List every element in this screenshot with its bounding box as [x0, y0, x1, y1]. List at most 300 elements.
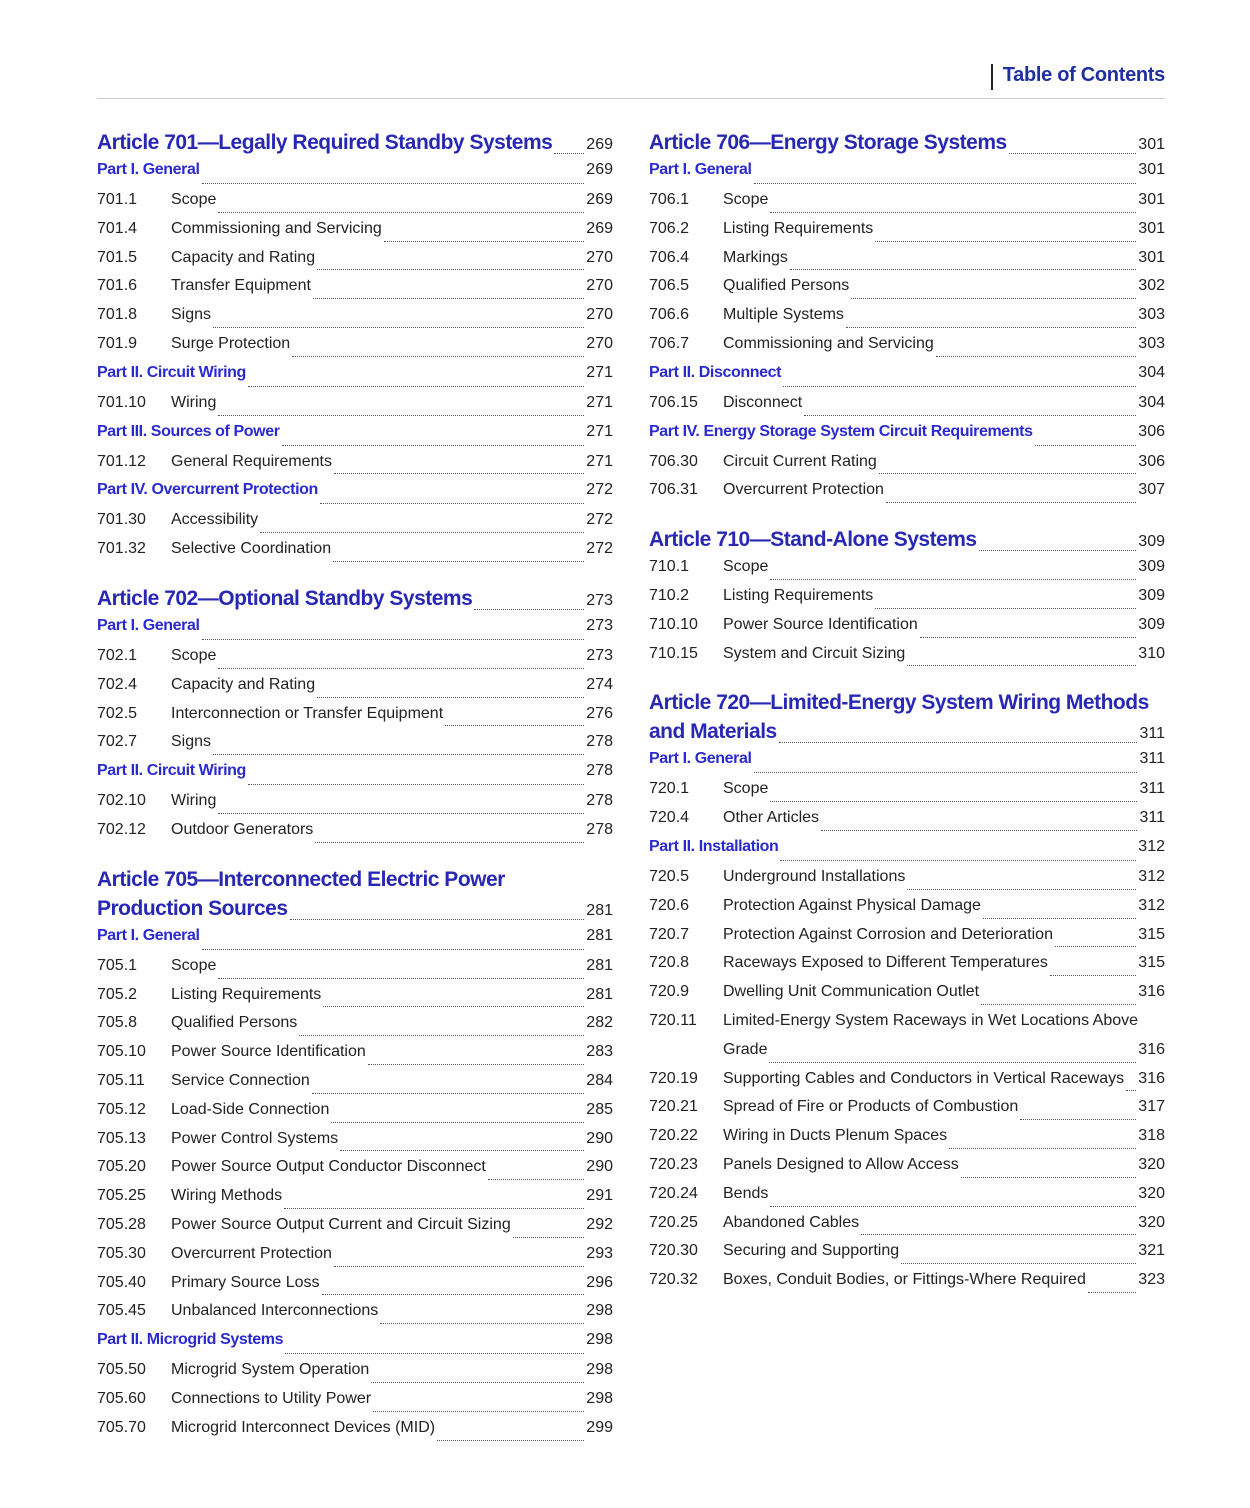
dot-leader	[371, 1382, 584, 1383]
section-number: 702.7	[97, 733, 138, 751]
section-title: Commissioning and Servicing	[723, 334, 934, 352]
section-title: Scope	[723, 558, 769, 576]
article-heading[interactable]	[97, 897, 613, 927]
dot-leader	[248, 784, 584, 785]
section-number: 720.21	[649, 1098, 698, 1116]
section-number: 720.30	[649, 1242, 698, 1260]
section-entry[interactable]	[97, 705, 613, 734]
dot-leader	[770, 579, 1136, 580]
page-number: 301	[1138, 191, 1165, 208]
page-number: 290	[586, 1129, 613, 1147]
page-number: 272	[586, 540, 613, 558]
page-number: 309	[1138, 615, 1165, 633]
section-entry[interactable]	[649, 868, 1165, 897]
section-number: 710.1	[649, 558, 690, 576]
page-number: 271	[586, 452, 613, 470]
section-title-line2: Grade	[723, 1040, 768, 1058]
dot-leader	[317, 697, 584, 698]
part-heading[interactable]	[97, 762, 613, 792]
section-entry[interactable]	[97, 733, 613, 762]
page-number: 272	[586, 481, 613, 499]
section-entry-continued[interactable]	[649, 1041, 1165, 1070]
article-heading[interactable]	[649, 528, 1165, 558]
article-heading[interactable]	[97, 587, 613, 617]
part-title: Part II. Circuit Wiring	[97, 363, 246, 381]
dot-leader	[474, 609, 584, 610]
section-entry[interactable]	[97, 277, 613, 306]
section-entry[interactable]	[97, 1158, 613, 1187]
section-entry[interactable]	[649, 616, 1165, 645]
dot-leader	[313, 298, 584, 299]
section-entry[interactable]	[649, 954, 1165, 983]
dot-leader	[315, 842, 584, 843]
section-entry[interactable]	[97, 220, 613, 249]
section-number: 706.6	[649, 306, 690, 324]
page-number: 310	[1138, 644, 1165, 662]
section-entry[interactable]	[97, 1274, 613, 1303]
dot-leader	[907, 665, 1136, 666]
section-entry[interactable]	[649, 249, 1165, 278]
dot-leader	[983, 918, 1136, 919]
section-title: Capacity and Rating	[171, 675, 316, 693]
part-title: Part I. General	[97, 161, 200, 178]
page-number: 281	[586, 956, 613, 974]
section-entry[interactable]	[649, 220, 1165, 249]
section-title: Overcurrent Protection	[723, 481, 884, 499]
article-title-line2: and Materials	[649, 720, 777, 744]
section-entry[interactable]	[97, 821, 613, 850]
section-number: 701.8	[97, 306, 138, 324]
section-entry[interactable]	[649, 1098, 1165, 1127]
section-entry[interactable]	[649, 191, 1165, 220]
dot-leader	[282, 445, 585, 446]
page-number: 298	[586, 1331, 613, 1349]
dot-leader	[380, 1323, 584, 1324]
section-entry[interactable]	[97, 191, 613, 220]
section-title: Multiple Systems	[723, 306, 844, 324]
dot-leader	[218, 813, 584, 814]
section-entry[interactable]	[649, 335, 1165, 364]
article-title-line1[interactable]: Article 720—Limited-Energy System Wiring Methods	[649, 691, 1149, 715]
section-entry[interactable]	[97, 1216, 613, 1245]
section-entry[interactable]	[649, 1156, 1165, 1185]
page-number: 301	[1138, 161, 1165, 178]
section-gap	[97, 569, 613, 587]
section-entry[interactable]	[649, 780, 1165, 809]
page-number: 282	[586, 1014, 613, 1032]
part-heading[interactable]	[649, 161, 1165, 191]
page-number: 293	[586, 1244, 613, 1262]
header-title: Table of Contents	[1002, 64, 1165, 86]
section-title: Microgrid System Operation	[171, 1361, 370, 1379]
page-number: 276	[586, 704, 613, 722]
dot-leader	[846, 327, 1136, 328]
section-title: Wiring	[171, 393, 217, 411]
dot-leader	[1126, 1090, 1136, 1091]
section-entry[interactable]	[649, 558, 1165, 587]
section-title: Interconnection or Transfer Equipment	[171, 704, 444, 722]
section-number: 710.15	[649, 644, 698, 662]
section-title: Raceways Exposed to Different Temperatures	[723, 954, 1048, 972]
part-heading[interactable]	[97, 161, 613, 191]
section-number: 706.4	[649, 248, 690, 266]
page-number: 271	[586, 393, 613, 411]
dot-leader	[769, 1062, 1136, 1063]
part-heading[interactable]	[97, 1331, 613, 1361]
dot-leader	[384, 241, 585, 242]
section-title: Protection Against Corrosion and Deterioration	[723, 925, 1053, 943]
section-number: 705.28	[97, 1215, 146, 1233]
section-title: Dwelling Unit Communication Outlet	[723, 983, 980, 1001]
section-entry[interactable]	[97, 1361, 613, 1390]
section-title: Listing Requirements	[171, 985, 322, 1003]
section-number: 710.10	[649, 615, 698, 633]
dot-leader	[1035, 445, 1137, 446]
section-number: 705.13	[97, 1129, 146, 1147]
section-title: Outdoor Generators	[171, 820, 314, 838]
section-title: Signs	[171, 306, 212, 324]
dot-leader	[754, 183, 1137, 184]
section-entry[interactable]	[97, 792, 613, 821]
part-heading[interactable]	[649, 364, 1165, 394]
section-entry[interactable]	[97, 676, 613, 705]
section-title: Wiring	[171, 792, 217, 810]
part-heading[interactable]	[97, 481, 613, 511]
section-entry[interactable]	[97, 306, 613, 335]
section-entry[interactable]	[97, 335, 613, 364]
page-number: 278	[586, 792, 613, 810]
page-number: 283	[586, 1043, 613, 1061]
page-number: 274	[586, 675, 613, 693]
part-heading[interactable]	[649, 423, 1165, 453]
section-number: 705.2	[97, 985, 138, 1003]
section-title: Underground Installations	[723, 867, 906, 885]
page-number: 318	[1138, 1127, 1165, 1145]
section-entry[interactable]	[649, 394, 1165, 423]
article-title: Article 706—Energy Storage Systems	[649, 131, 1007, 154]
dot-leader	[1088, 1292, 1136, 1293]
page-number: 269	[586, 161, 613, 178]
section-entry[interactable]	[97, 249, 613, 278]
section-entry[interactable]	[97, 957, 613, 986]
section-entry[interactable]	[649, 277, 1165, 306]
section-number: 720.5	[649, 867, 690, 885]
dot-leader	[790, 269, 1136, 270]
section-entry[interactable]	[97, 1101, 613, 1130]
dot-leader	[218, 415, 584, 416]
page-number: 298	[586, 1389, 613, 1407]
section-entry[interactable]	[97, 394, 613, 423]
section-entry[interactable]	[649, 983, 1165, 1012]
section-gap	[97, 850, 613, 868]
section-number: 706.31	[649, 481, 698, 499]
page-number: 302	[1138, 277, 1165, 295]
dot-leader	[373, 1411, 584, 1412]
section-title: Listing Requirements	[723, 219, 874, 237]
part-heading[interactable]	[649, 838, 1165, 868]
section-entry[interactable]	[649, 1012, 1165, 1041]
section-number: 720.24	[649, 1184, 698, 1202]
dot-leader	[218, 668, 584, 669]
part-title: Part I. General	[97, 616, 200, 634]
dot-leader	[851, 298, 1136, 299]
dot-leader	[312, 1093, 585, 1094]
section-entry[interactable]	[649, 587, 1165, 616]
dot-leader	[323, 1006, 584, 1007]
section-number: 720.23	[649, 1155, 698, 1173]
page-number: 292	[586, 1215, 613, 1233]
section-entry[interactable]	[649, 1127, 1165, 1156]
page-number: 311	[1139, 725, 1165, 743]
section-title: Disconnect	[723, 393, 803, 411]
page-number: 312	[1138, 896, 1165, 914]
page-number: 306	[1138, 452, 1165, 470]
section-number: 701.6	[97, 277, 138, 295]
section-number: 701.30	[97, 511, 146, 529]
section-title: Qualified Persons	[171, 1014, 298, 1032]
article-title: Article 702—Optional Standby Systems	[97, 586, 473, 610]
page-number: 271	[586, 363, 613, 381]
page-number: 290	[586, 1158, 613, 1176]
section-entry[interactable]	[649, 1271, 1165, 1300]
section-number: 705.40	[97, 1273, 146, 1291]
article-heading[interactable]	[97, 131, 613, 161]
section-title: System and Circuit Sizing	[723, 644, 906, 662]
section-entry[interactable]	[97, 540, 613, 569]
page-number: 307	[1138, 481, 1165, 499]
section-entry[interactable]	[97, 1072, 613, 1101]
article-title-line1[interactable]: Article 705—Interconnected Electric Power	[97, 867, 505, 891]
article-heading[interactable]	[649, 131, 1165, 161]
part-title: Part IV. Energy Storage System Circuit Requirements	[649, 422, 1033, 440]
dot-leader	[437, 1440, 584, 1441]
section-number: 705.60	[97, 1389, 146, 1407]
page-number: 281	[586, 901, 613, 919]
dot-leader	[488, 1179, 584, 1180]
section-number: 705.1	[97, 956, 138, 974]
dot-leader	[213, 327, 584, 328]
section-title: Selective Coordination	[171, 540, 332, 558]
page-header	[97, 60, 1165, 99]
section-number: 701.4	[97, 219, 138, 237]
page-number: 304	[1138, 393, 1165, 411]
page-number: 270	[586, 277, 613, 295]
section-title: Scope	[171, 191, 217, 208]
dot-leader	[320, 503, 584, 504]
dot-leader	[213, 754, 584, 755]
page-number: 281	[586, 926, 613, 944]
section-entry[interactable]	[97, 1302, 613, 1331]
section-number: 705.11	[97, 1071, 145, 1089]
page-number: 315	[1138, 954, 1165, 972]
dot-leader	[202, 183, 585, 184]
dot-leader	[299, 1035, 584, 1036]
page-number: 284	[586, 1071, 613, 1089]
page-number: 321	[1138, 1242, 1165, 1260]
page-number: 301	[1138, 136, 1165, 153]
section-entry[interactable]	[649, 645, 1165, 674]
page-number: 299	[586, 1418, 613, 1436]
section-title: Power Control Systems	[171, 1129, 339, 1147]
dot-leader	[907, 889, 1136, 890]
section-number: 720.22	[649, 1127, 698, 1145]
section-title: Qualified Persons	[723, 277, 850, 295]
section-title: Listing Requirements	[723, 586, 874, 604]
part-title: Part I. General	[649, 750, 752, 768]
section-entry[interactable]	[649, 1185, 1165, 1214]
section-title: Scope	[723, 780, 769, 798]
section-number: 706.7	[649, 334, 690, 352]
dot-leader	[554, 153, 584, 154]
dot-leader	[292, 356, 584, 357]
section-number: 720.4	[649, 809, 690, 827]
section-title: General Requirements	[171, 452, 332, 470]
section-title: Capacity and Rating	[171, 248, 316, 266]
section-entry[interactable]	[97, 1187, 613, 1216]
section-number: 720.1	[649, 780, 690, 798]
section-entry[interactable]	[649, 1070, 1165, 1099]
part-title: Part II. Microgrid Systems	[97, 1331, 284, 1349]
section-title: Signs	[171, 733, 212, 751]
section-entry[interactable]	[97, 1390, 613, 1419]
header-divider-bar	[991, 64, 993, 90]
dot-leader	[861, 1234, 1136, 1235]
article-title: Article 701—Legally Required Standby Systems	[97, 131, 553, 154]
part-title: Part II. Installation	[649, 837, 779, 855]
page-number: 316	[1138, 1040, 1165, 1058]
page-number: 298	[586, 1361, 613, 1379]
dot-leader	[285, 1353, 584, 1354]
section-entry[interactable]	[97, 1245, 613, 1274]
part-title: Part I. General	[649, 161, 752, 178]
page-number: 278	[586, 733, 613, 751]
section-entry[interactable]	[97, 1419, 613, 1448]
section-title: Boxes, Conduit Bodies, or Fittings-Where Required	[723, 1271, 1086, 1289]
section-entry[interactable]	[97, 453, 613, 482]
section-title: Supporting Cables and Conductors in Vertical Raceways	[723, 1069, 1125, 1087]
section-number: 705.70	[97, 1418, 146, 1436]
page-number: 316	[1138, 1069, 1165, 1087]
section-title: Wiring Methods	[171, 1187, 283, 1205]
section-number: 701.10	[97, 393, 146, 411]
dot-leader	[322, 1294, 585, 1295]
dot-leader	[821, 830, 1137, 831]
section-number: 720.7	[649, 925, 690, 943]
section-entry[interactable]	[97, 1043, 613, 1072]
page-number: 317	[1138, 1098, 1165, 1116]
dot-leader	[260, 532, 584, 533]
dot-leader	[290, 919, 585, 920]
dot-leader	[1020, 1119, 1136, 1120]
section-number: 702.4	[97, 675, 138, 693]
page-number: 316	[1138, 983, 1165, 1001]
section-title: Spread of Fire or Products of Combustion	[723, 1098, 1019, 1116]
dot-leader	[334, 1266, 584, 1267]
section-entry[interactable]	[97, 1130, 613, 1159]
section-entry[interactable]	[649, 926, 1165, 955]
section-entry[interactable]	[649, 1214, 1165, 1243]
section-entry[interactable]	[649, 306, 1165, 335]
section-number: 720.6	[649, 896, 690, 914]
section-title: Securing and Supporting	[723, 1242, 900, 1260]
part-heading[interactable]	[97, 617, 613, 647]
section-number: 720.9	[649, 983, 690, 1001]
part-heading[interactable]	[649, 750, 1165, 780]
section-title: Commissioning and Servicing	[171, 219, 382, 237]
section-number: 701.9	[97, 334, 138, 352]
page-number: 304	[1138, 363, 1165, 381]
dot-leader	[779, 742, 1138, 743]
page-number: 272	[586, 511, 613, 529]
section-number: 720.25	[649, 1213, 698, 1231]
section-entry[interactable]	[649, 453, 1165, 482]
dot-leader	[1009, 153, 1137, 154]
section-title: Scope	[171, 646, 217, 664]
page-number: 306	[1138, 422, 1165, 440]
part-heading[interactable]	[97, 364, 613, 394]
section-number: 702.5	[97, 704, 138, 722]
section-entry[interactable]	[97, 1014, 613, 1043]
dot-leader	[949, 1148, 1136, 1149]
section-title: Power Source Output Current and Circuit Sizing	[171, 1215, 511, 1233]
page-number: 311	[1139, 750, 1165, 768]
section-entry[interactable]	[649, 809, 1165, 838]
article-heading[interactable]	[649, 720, 1165, 750]
part-title: Part I. General	[97, 926, 200, 944]
dot-leader	[780, 860, 1136, 861]
page-number: 301	[1138, 219, 1165, 237]
page-number: 309	[1138, 533, 1165, 551]
section-title: Power Source Identification	[171, 1043, 366, 1061]
section-entry[interactable]	[97, 986, 613, 1015]
dot-leader	[886, 502, 1136, 503]
section-title: Scope	[723, 191, 769, 208]
section-entry[interactable]	[649, 1242, 1165, 1271]
section-title: Circuit Current Rating	[723, 452, 877, 470]
section-number: 705.20	[97, 1158, 146, 1176]
page-number: 309	[1138, 586, 1165, 604]
page-number: 273	[586, 646, 613, 664]
section-number: 705.8	[97, 1014, 138, 1032]
dot-leader	[879, 473, 1136, 474]
page-number: 320	[1138, 1213, 1165, 1231]
page-number: 303	[1138, 334, 1165, 352]
dot-leader	[875, 241, 1136, 242]
dot-leader	[513, 1237, 585, 1238]
dot-leader	[804, 415, 1136, 416]
dot-leader	[770, 1206, 1136, 1207]
dot-leader	[783, 386, 1136, 387]
part-heading[interactable]	[97, 927, 613, 957]
section-number: 705.25	[97, 1187, 146, 1205]
page-number: 301	[1138, 248, 1165, 266]
section-number: 720.19	[649, 1069, 698, 1087]
part-title: Part III. Sources of Power	[97, 422, 280, 440]
section-entry[interactable]	[649, 481, 1165, 510]
section-entry[interactable]	[97, 511, 613, 540]
page-number: 315	[1138, 925, 1165, 943]
section-number: 710.2	[649, 586, 690, 604]
dot-leader	[218, 978, 584, 979]
section-title: Surge Protection	[171, 334, 291, 352]
section-entry[interactable]	[97, 647, 613, 676]
section-number: 705.10	[97, 1043, 146, 1061]
page-number: 298	[586, 1302, 613, 1320]
dot-leader	[961, 1177, 1137, 1178]
section-entry[interactable]	[649, 897, 1165, 926]
part-heading[interactable]	[97, 423, 613, 453]
page-number: 269	[586, 219, 613, 237]
